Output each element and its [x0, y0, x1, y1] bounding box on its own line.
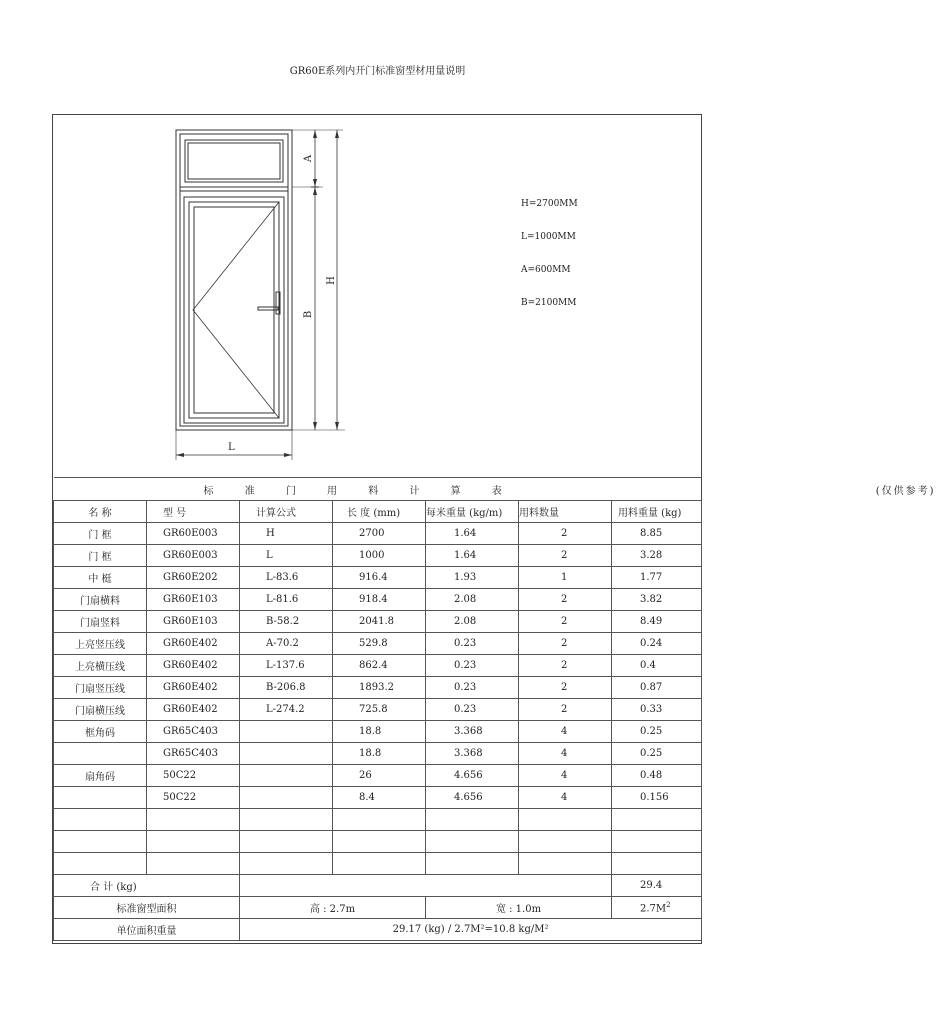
- content-frame: [52, 114, 936, 944]
- table-cell: 916.4: [333, 567, 426, 589]
- table-cell: [519, 853, 612, 875]
- outer-frame: [176, 130, 292, 430]
- door-elevation-svg: [53, 115, 701, 477]
- table-cell: 2: [519, 589, 612, 611]
- table-cell: 18.8: [333, 721, 426, 743]
- header-formula: 计算公式: [240, 501, 333, 523]
- table-cell: [426, 853, 519, 875]
- table-cell: 8.85: [612, 523, 702, 545]
- table-cell: [54, 787, 147, 809]
- table-cell: 0.33: [612, 699, 702, 721]
- transom-pane: [185, 140, 283, 182]
- table-cell: [240, 721, 333, 743]
- table-cell: 0.23: [426, 699, 519, 721]
- table-cell: 3.368: [426, 743, 519, 765]
- table-cell: 0.25: [612, 743, 702, 765]
- param-l: L=1000MM: [521, 232, 576, 242]
- area-label: 标准窗型面积: [54, 897, 240, 919]
- table-row: [54, 589, 702, 611]
- table-title-row: [54, 478, 702, 501]
- table-row: [54, 611, 702, 633]
- table-cell: 26: [333, 765, 426, 787]
- table-cell: L-81.6: [240, 589, 333, 611]
- table-header-row: [54, 501, 702, 523]
- area-value: 2.7M: [640, 903, 667, 915]
- table-cell: 门 框: [54, 523, 147, 545]
- area-row: [54, 897, 702, 919]
- table-cell: 0.23: [426, 633, 519, 655]
- table-cell: 3.368: [426, 721, 519, 743]
- table-cell: 2700: [333, 523, 426, 545]
- table-cell: [240, 853, 333, 875]
- table-row: [54, 721, 702, 743]
- header-weight-per-meter: 每米重量 (kg/m): [426, 501, 519, 523]
- table-row: [54, 809, 702, 831]
- table-cell: B-206.8: [240, 677, 333, 699]
- table-cell: 1.77: [612, 567, 702, 589]
- table-cell: [240, 765, 333, 787]
- table-cell: [333, 853, 426, 875]
- table-row: [54, 655, 702, 677]
- table-cell: GR60E402: [147, 633, 240, 655]
- table-cell: [240, 743, 333, 765]
- table-cell: [147, 853, 240, 875]
- table-row: [54, 567, 702, 589]
- table-cell: 2: [519, 655, 612, 677]
- table-cell: GR60E103: [147, 589, 240, 611]
- table-cell: GR60E003: [147, 523, 240, 545]
- table-row: [54, 677, 702, 699]
- area-value-cell: [612, 897, 702, 919]
- table-cell: GR65C403: [147, 743, 240, 765]
- table-cell: GR60E103: [147, 611, 240, 633]
- table-cell: 4: [519, 765, 612, 787]
- table-cell: 4.656: [426, 787, 519, 809]
- table-cell: [240, 809, 333, 831]
- unit-label: 单位面积重量: [54, 919, 240, 941]
- dimension-params: [521, 199, 578, 331]
- table-cell: [54, 743, 147, 765]
- area-width: 宽 : 1.0m: [426, 897, 612, 919]
- table-cell: 50C22: [147, 765, 240, 787]
- table-row: [54, 743, 702, 765]
- table-cell: [147, 809, 240, 831]
- param-h: H=2700MM: [521, 199, 578, 209]
- table-cell: 框角码: [54, 721, 147, 743]
- table-cell: L-83.6: [240, 567, 333, 589]
- table-cell: 4.656: [426, 765, 519, 787]
- table-cell: 8.4: [333, 787, 426, 809]
- unit-weight-row: [54, 919, 702, 941]
- param-b: B=2100MM: [521, 298, 577, 308]
- table-cell: [519, 809, 612, 831]
- table-cell: [426, 809, 519, 831]
- table-cell: [333, 809, 426, 831]
- header-quantity: 用料数量: [519, 501, 612, 523]
- table-cell: 2041.8: [333, 611, 426, 633]
- header-model: 型 号: [147, 501, 240, 523]
- table-cell: 2: [519, 633, 612, 655]
- table-cell: 3.82: [612, 589, 702, 611]
- table-cell: GR60E003: [147, 545, 240, 567]
- table-cell: H: [240, 523, 333, 545]
- area-sup: 2: [666, 900, 671, 909]
- table-cell: [612, 809, 702, 831]
- table-cell: 门 框: [54, 545, 147, 567]
- table-cell: 1: [519, 567, 612, 589]
- table-row: [54, 633, 702, 655]
- table-cell: [426, 831, 519, 853]
- table-cell: 4: [519, 721, 612, 743]
- table-cell: A-70.2: [240, 633, 333, 655]
- dimension-label-a: A: [303, 154, 315, 163]
- table-cell: [240, 787, 333, 809]
- table-cell: 529.8: [333, 633, 426, 655]
- table-cell: 门扇竖压线: [54, 677, 147, 699]
- table-cell: 2.08: [426, 589, 519, 611]
- table-cell: 1.93: [426, 567, 519, 589]
- table-row: [54, 699, 702, 721]
- table-cell: 0.25: [612, 721, 702, 743]
- header-total-weight: 用料重量 (kg): [612, 501, 702, 523]
- table-cell: 2: [519, 611, 612, 633]
- header-length: 长 度 (mm): [333, 501, 426, 523]
- table-cell: 门扇横压线: [54, 699, 147, 721]
- dimension-label-h: H: [325, 276, 337, 285]
- table-row: [54, 523, 702, 545]
- door-drawing: [53, 115, 701, 477]
- table-cell: [54, 831, 147, 853]
- table-cell: 3.28: [612, 545, 702, 567]
- table-cell: 918.4: [333, 589, 426, 611]
- table-cell: [612, 853, 702, 875]
- table-cell: 上亮横压线: [54, 655, 147, 677]
- table-row: [54, 787, 702, 809]
- table-title: 标 准 门 用 料 计 算 表: [203, 485, 516, 497]
- table-cell: 0.48: [612, 765, 702, 787]
- area-height: 高 : 2.7m: [240, 897, 426, 919]
- table-cell: 扇角码: [54, 765, 147, 787]
- table-cell: L: [240, 545, 333, 567]
- table-cell: 2: [519, 677, 612, 699]
- table-cell: B-58.2: [240, 611, 333, 633]
- table-cell: 门扇竖料: [54, 611, 147, 633]
- table-cell: 0.24: [612, 633, 702, 655]
- table-row: [54, 831, 702, 853]
- table-row: [54, 853, 702, 875]
- table-cell: 862.4: [333, 655, 426, 677]
- table-cell: 4: [519, 743, 612, 765]
- table-cell: 50C22: [147, 787, 240, 809]
- table-cell: 725.8: [333, 699, 426, 721]
- table-cell: L-137.6: [240, 655, 333, 677]
- total-label: 合 计 (kg): [54, 875, 240, 897]
- table-cell: 1.64: [426, 523, 519, 545]
- table-cell: 0.4: [612, 655, 702, 677]
- table-cell: [54, 853, 147, 875]
- dimension-label-l: L: [228, 442, 235, 453]
- table-cell: 4: [519, 787, 612, 809]
- table-cell: 1000: [333, 545, 426, 567]
- table-cell: GR60E402: [147, 699, 240, 721]
- table-cell: [54, 809, 147, 831]
- table-cell: 2: [519, 699, 612, 721]
- table-cell: GR60E202: [147, 567, 240, 589]
- table-cell: 18.8: [333, 743, 426, 765]
- header-name: 名 称: [54, 501, 147, 523]
- unit-value: 29.17 (kg) / 2.7M²=10.8 kg/M²: [240, 919, 702, 941]
- table-cell: 门扇横料: [54, 589, 147, 611]
- total-row: [54, 875, 702, 897]
- material-calc-table: [53, 477, 936, 941]
- table-row: [54, 765, 702, 787]
- table-cell: [612, 831, 702, 853]
- table-cell: 0.87: [612, 677, 702, 699]
- table-note: (仅供参考): [875, 485, 936, 497]
- table-cell: 2.08: [426, 611, 519, 633]
- table-cell: 2: [519, 545, 612, 567]
- table-cell: 0.23: [426, 655, 519, 677]
- table-cell: GR60E402: [147, 677, 240, 699]
- table-cell: 0.23: [426, 677, 519, 699]
- table-cell: [519, 831, 612, 853]
- table-cell: GR60E402: [147, 655, 240, 677]
- table-cell: L-274.2: [240, 699, 333, 721]
- table-cell: 上亮竖压线: [54, 633, 147, 655]
- table-cell: 0.156: [612, 787, 702, 809]
- table-cell: GR65C403: [147, 721, 240, 743]
- total-value: 29.4: [612, 875, 702, 897]
- table-cell: 1.64: [426, 545, 519, 567]
- param-a: A=600MM: [521, 265, 571, 275]
- table-cell: 2: [519, 523, 612, 545]
- table-cell: [240, 831, 333, 853]
- table-cell: 中 梃: [54, 567, 147, 589]
- table-cell: 1893.2: [333, 677, 426, 699]
- dimension-label-b: B: [303, 310, 315, 319]
- document-title: GR60E系列内开门标准窗型材用量说明: [289, 66, 466, 77]
- table-cell: [333, 831, 426, 853]
- table-row: [54, 545, 702, 567]
- table-cell: 8.49: [612, 611, 702, 633]
- table-cell: [147, 831, 240, 853]
